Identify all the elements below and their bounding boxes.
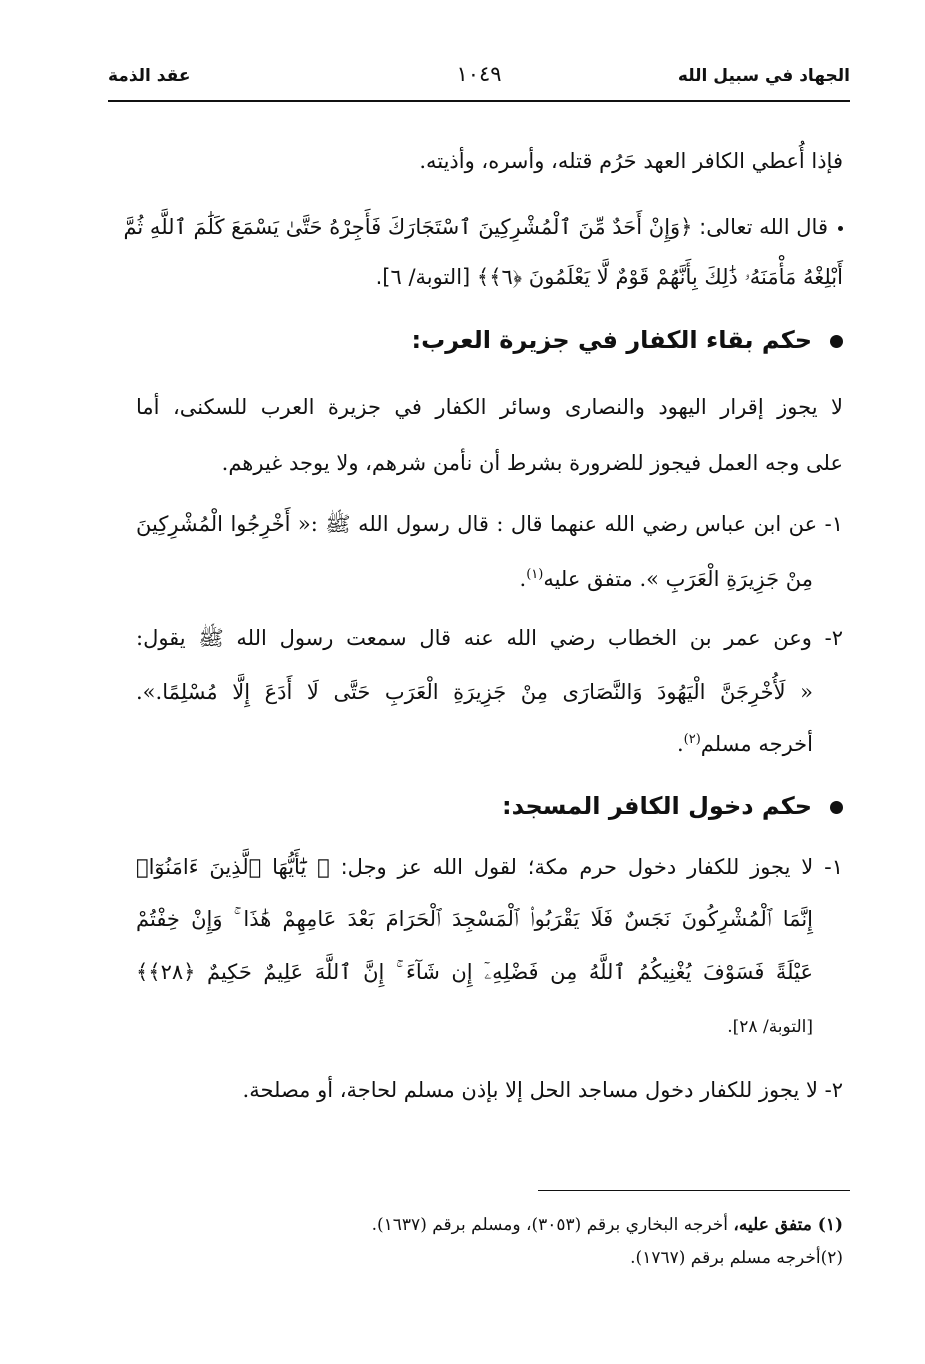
hadith-line: مِنْ جَزِيرَةِ الْعَرَبِ ». متفق عليه$^{(١)}$. <box>519 567 813 591</box>
paragraph-line: على وجه العمل فيجوز للضرورة بشرط أن نأمن شرهم، ولا يوجد غيرهم. <box>221 451 843 475</box>
heading-text: حكم بقاء الكفار في جزيرة العرب: <box>411 326 812 354</box>
hadith-line: « لَأُخْرِجَنَّ الْيَهُودَ وَالنَّصَارَى مِنْ جَزِيرَةِ الْعَرَبِ حَتَّى لَا أَدَعَ إِلَّا مُسْلِمًا.». <box>136 680 813 704</box>
book-title: الجهاد في سبيل الله <box>677 66 850 86</box>
header-rule <box>108 100 850 102</box>
paragraph-line: لا يجوز إقرار اليهود والنصارى وسائر الكفار في جزيرة العرب للسكنى، أما <box>136 395 843 419</box>
verse-text: قال الله تعالى: ﴿وَإِنْ أَحَدٌ مِّنَ ٱلْمُشْرِكِينَ ٱسْتَجَارَكَ فَأَجِرْهُ حَتَّىٰ يَسْمَعَ كَلَٰمَ ٱللَّهِ ثُمَّ <box>123 215 828 239</box>
section-heading <box>502 789 843 823</box>
hadith-line: ١- عن ابن عباس رضي الله عنهما قال : قال رسول الله ﷺ :« أَخْرِجُوا الْمُشْرِكِينَ <box>136 512 843 536</box>
hadith-line: ٢- وعن عمر بن الخطاب رضي الله عنه قال سمعت رسول الله ﷺ يقول: <box>136 626 843 650</box>
page-number: ١٠٤٩ <box>456 62 502 86</box>
hadith-text: أخرجه مسلم <box>700 732 813 756</box>
quran-verse-line: ١- لا يجوز للكفار دخول حرم مكة؛ لقول الله عز وجل: ﴿ يَٰٓأَيُّهَا ٱلَّذِينَ ءَامَنُوٓا۟ <box>136 855 843 879</box>
footnote-label: (١) متفق عليه، <box>733 1215 843 1235</box>
footnote-rule <box>538 1190 850 1191</box>
quran-verse-line: عَيْلَةً فَسَوْفَ يُغْنِيكُمُ ٱللَّهُ مِن فَضْلِهِۦٓ إِن شَآءَ ۚ إِنَّ ٱللَّهَ عَلِيمٌ حَكِيمٌ ﴿٢٨﴾﴾ <box>136 960 813 984</box>
paragraph-line: فإذا أُعطي الكافر العهد حَرُم قتله، وأسره، وأذيته. <box>419 149 843 173</box>
chapter-title: عقد الذمة <box>108 66 191 86</box>
quran-verse-line: إِنَّمَا ٱلْمُشْرِكُونَ نَجَسٌ فَلَا يَقْرَبُوا۟ ٱلْمَسْجِدَ ٱلْحَرَامَ بَعْدَ عَامِهِمْ هَٰذَا ۚ وَإِنْ خِفْتُمْ <box>136 907 813 931</box>
bullet-icon <box>830 335 843 348</box>
paragraph-line: ٢- لا يجوز للكفار دخول مساجد الحل إلا بإذن مسلم لحاجة، أو مصلحة. <box>242 1078 843 1102</box>
heading-text: حكم دخول الكافر المسجد: <box>502 792 812 820</box>
bullet-icon <box>838 226 843 231</box>
running-header <box>108 62 850 100</box>
quran-verse-line <box>123 212 843 242</box>
hadith-line: أخرجه مسلم$^{(٢)}$. <box>676 732 813 756</box>
footnote-ref: (١) <box>526 567 544 582</box>
hadith-text: مِنْ جَزِيرَةِ الْعَرَبِ ». متفق عليه <box>543 567 813 591</box>
footnote-2: (٢)أخرجه مسلم برقم (١٧٦٧). <box>630 1248 843 1268</box>
footnote-ref: (٢) <box>683 732 701 747</box>
quran-reference: [التوبة/ ٢٨]. <box>727 1017 813 1037</box>
footnote-1 <box>372 1212 843 1238</box>
footnote-text: أخرجه البخاري برقم (٣٠٥٣)، ومسلم برقم (١٦٣٧). <box>371 1215 734 1235</box>
bullet-icon <box>830 801 843 814</box>
quran-verse-line: أَبْلِغْهُ مَأْمَنَهُۥ ذَٰلِكَ بِأَنَّهُمْ قَوْمٌ لَّا يَعْلَمُونَ ﴿٦﴾﴾ [التوبة/ ٦]. <box>375 265 843 289</box>
section-heading <box>412 323 843 357</box>
